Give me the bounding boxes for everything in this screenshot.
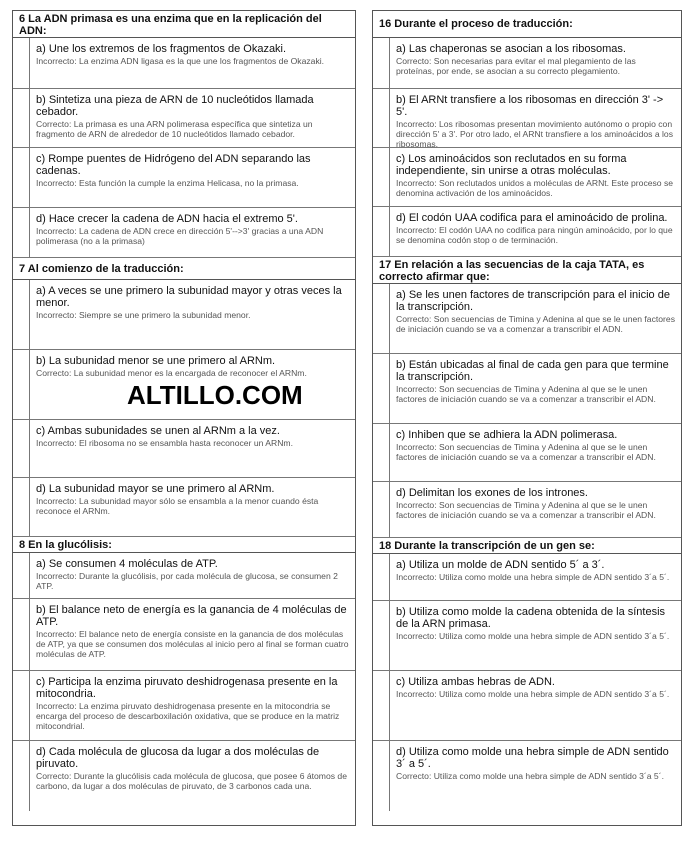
option-text: c) Ambas subunidades se unen al ARNm a la vez. bbox=[36, 425, 280, 437]
question-title: 18 Durante la transcripción de un gen se: bbox=[373, 538, 681, 554]
option-feedback: Correcto: Durante la glucólisis cada molécula de glucosa, que posee 6 átomos de carbono, da lugar a dos moléculas de piruvato, de 3 carbonos cada una. bbox=[36, 771, 347, 791]
option-feedback: Incorrecto: Utiliza como molde una hebra simple de ADN sentido 3´a 5´. bbox=[396, 631, 670, 641]
option-feedback: Incorrecto: Son secuencias de Timina y Adenina al que se le unen factores de iniciación cuando se va a comenzar a transcribir el ADN. bbox=[396, 442, 656, 462]
answer-option[interactable] bbox=[373, 482, 681, 538]
answer-option[interactable] bbox=[373, 354, 681, 424]
option-text: b) La subunidad menor se une primero al ARNm. bbox=[36, 355, 276, 367]
option-feedback: Incorrecto: Los ribosomas presentan movimiento autónomo o propio con dirección 5' a 3'. Por otro lado, el ARNt transfiere a los aminoácidos a los ribosomas. bbox=[396, 119, 673, 149]
answer-option[interactable] bbox=[13, 38, 355, 89]
option-feedback: Incorrecto: Durante la glucólisis, por cada molécula de glucosa, se consumen 2 ATP. bbox=[36, 571, 338, 591]
option-text: a) Une los extremos de los fragmentos de Okazaki. bbox=[36, 43, 287, 55]
option-text: b) El ARNt transfiere a los ribosomas en dirección 3' -> 5'. bbox=[396, 94, 664, 118]
option-feedback: Incorrecto: La enzima piruvato deshidrogenasa presente en la mitocondria se encarga del proceso de descarboxilación oxidativa, que se produce en la matriz mitocondrial. bbox=[36, 701, 340, 731]
option-feedback: Correcto: Son secuencias de Timina y Adenina al que se le unen factores de iniciación cuando se va a comenzar a transcribir el ADN. bbox=[396, 314, 675, 334]
answer-option[interactable] bbox=[373, 284, 681, 354]
option-feedback: Incorrecto: Utiliza como molde una hebra simple de ADN sentido 3´a 5´. bbox=[396, 572, 670, 582]
answer-option[interactable] bbox=[13, 478, 355, 537]
option-feedback: Incorrecto: El balance neto de energía consiste en la ganancia de dos moléculas de ATP, ya que se consumen dos moléculas al inicio pero al final se forman cuatro moléculas de ATP. bbox=[36, 629, 349, 659]
option-text: a) Utiliza un molde de ADN sentido 5´ a 3´. bbox=[396, 559, 605, 571]
answer-option[interactable] bbox=[373, 89, 681, 148]
option-text: a) A veces se une primero la subunidad mayor y otras veces la menor. bbox=[36, 285, 342, 309]
option-feedback: Incorrecto: Siempre se une primero la subunidad menor. bbox=[36, 310, 251, 320]
answer-option[interactable] bbox=[373, 671, 681, 741]
answer-option[interactable] bbox=[373, 424, 681, 482]
answer-option[interactable] bbox=[13, 208, 355, 258]
option-text: c) Los aminoácidos son reclutados en su forma independiente, sin unirse a otras moléculas. bbox=[396, 153, 627, 177]
question-17 bbox=[373, 257, 681, 538]
answer-option[interactable] bbox=[373, 601, 681, 671]
answer-option[interactable] bbox=[13, 553, 355, 599]
question-title: 17 En relación a las secuencias de la caja TATA, es correcto afirmar que: bbox=[373, 257, 681, 284]
answer-option[interactable] bbox=[13, 741, 355, 811]
option-feedback: Correcto: La primasa es una ARN polimerasa específica que sintetiza un fragmento de ARN de alrededor de 10 nucleótidos llamado cebador. bbox=[36, 119, 313, 139]
answer-option[interactable] bbox=[13, 148, 355, 208]
option-text: c) Utiliza ambas hebras de ADN. bbox=[396, 676, 555, 688]
option-text: d) Utiliza como molde una hebra simple de ADN sentido 3´ a 5´. bbox=[396, 746, 669, 770]
answer-option[interactable] bbox=[373, 741, 681, 811]
option-feedback: Incorrecto: La enzima ADN ligasa es la que une los fragmentos de Okazaki. bbox=[36, 56, 325, 66]
option-feedback: Incorrecto: Son secuencias de Timina y Adenina al que se le unen factores de iniciación cuando se va a comenzar a transcribir el ADN. bbox=[396, 384, 656, 404]
option-feedback: Incorrecto: La subunidad mayor sólo se ensambla a la menor cuando ésta reconoce el ARNm. bbox=[36, 496, 319, 516]
option-text: c) Rompe puentes de Hidrógeno del ADN separando las cadenas. bbox=[36, 153, 311, 177]
question-title: 8 En la glucólisis: bbox=[13, 537, 355, 553]
answer-option[interactable] bbox=[373, 554, 681, 601]
option-text: b) Están ubicadas al final de cada gen para que termine la transcripción. bbox=[396, 359, 669, 383]
option-text: d) La subunidad mayor se une primero al ARNm. bbox=[36, 483, 275, 495]
option-text: b) El balance neto de energía es la ganancia de 4 moléculas de ATP. bbox=[36, 604, 347, 628]
question-title: 6 La ADN primasa es una enzima que en la replicación del ADN: bbox=[13, 11, 355, 38]
option-text: c) Inhiben que se adhiera la ADN polimerasa. bbox=[396, 429, 618, 441]
answer-option[interactable] bbox=[373, 207, 681, 257]
question-title: 7 Al comienzo de la traducción: bbox=[13, 258, 355, 280]
question-6 bbox=[13, 11, 355, 258]
answer-option[interactable] bbox=[13, 280, 355, 350]
option-text: d) Hace crecer la cadena de ADN hacia el extremo 5'. bbox=[36, 213, 298, 225]
option-feedback: Incorrecto: Son reclutados unidos a moléculas de ARNt. Este proceso se denomina activación de los aminoácidos. bbox=[396, 178, 674, 198]
option-feedback: Incorrecto: El codón UAA no codifica para ningún aminoácido, por lo que se denomina codón stop o de terminación. bbox=[396, 225, 673, 245]
option-feedback: Correcto: Son necesarias para evitar el mal plegamiento de las proteínas, por ende, se asocian a su correcto plegamiento. bbox=[396, 56, 636, 76]
question-16 bbox=[373, 11, 681, 257]
left-column bbox=[12, 10, 356, 826]
answer-option[interactable] bbox=[13, 420, 355, 478]
option-feedback: Correcto: La subunidad menor es la encargada de reconocer el ARNm. bbox=[36, 368, 307, 378]
option-text: c) Participa la enzima piruvato deshidrogenasa presente en la mitocondria. bbox=[36, 676, 338, 700]
question-18 bbox=[373, 538, 681, 811]
option-text: d) El codón UAA codifica para el aminoácido de prolina. bbox=[396, 212, 668, 224]
option-text: a) Se consumen 4 moléculas de ATP. bbox=[36, 558, 218, 570]
option-feedback: Incorrecto: Esta función la cumple la enzima Helicasa, no la primasa. bbox=[36, 178, 299, 188]
option-feedback: Incorrecto: La cadena de ADN crece en dirección 5'-->3' gracias a una ADN polimerasa (no a la primasa) bbox=[36, 226, 324, 246]
option-text: d) Delimitan los exones de los intrones. bbox=[396, 487, 588, 499]
question-8 bbox=[13, 537, 355, 811]
option-feedback: Incorrecto: El ribosoma no se ensambla hasta reconocer un ARNm. bbox=[36, 438, 293, 448]
question-title: 16 Durante el proceso de traducción: bbox=[373, 11, 681, 38]
option-text: b) Utiliza como molde la cadena obtenida de la síntesis de la ARN primasa. bbox=[396, 606, 666, 630]
option-feedback: Incorrecto: Utiliza como molde una hebra simple de ADN sentido 3´a 5´. bbox=[396, 689, 670, 699]
answer-option[interactable] bbox=[13, 89, 355, 148]
option-text: a) Se les unen factores de transcripción para el inicio de la transcripción. bbox=[396, 289, 670, 313]
answer-option[interactable] bbox=[13, 671, 355, 741]
option-text: b) Sintetiza una pieza de ARN de 10 nucleótidos llamada cebador. bbox=[36, 94, 314, 118]
answer-option[interactable] bbox=[373, 38, 681, 89]
watermark: ALTILLO.COM bbox=[127, 380, 303, 410]
answer-option[interactable] bbox=[13, 599, 355, 671]
right-column bbox=[372, 10, 682, 826]
option-text: d) Cada molécula de glucosa da lugar a dos moléculas de piruvato. bbox=[36, 746, 320, 770]
option-feedback: Correcto: Utiliza como molde una hebra simple de ADN sentido 3´a 5´. bbox=[396, 771, 664, 781]
option-feedback: Incorrecto: Son secuencias de Timina y Adenina al que se le unen factores de iniciación cuando se va a comenzar a transcribir el ADN. bbox=[396, 500, 656, 520]
option-text: a) Las chaperonas se asocian a los ribosomas. bbox=[396, 43, 626, 55]
answer-option[interactable] bbox=[373, 148, 681, 207]
